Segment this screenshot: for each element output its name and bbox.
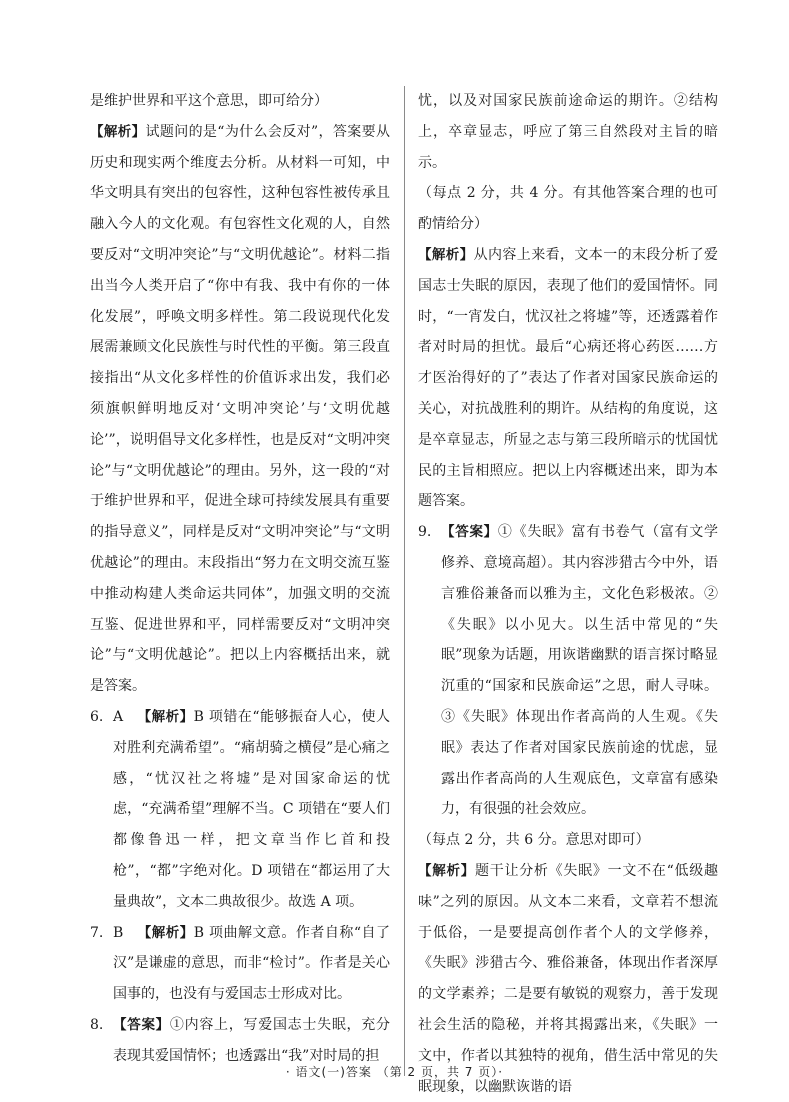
analysis-text: B 项曲解文意。作者自称“自了汉”是谦虚的意思，而非“检讨”。作者是关心国事的，也没有与爱国志士形成对比。 bbox=[113, 924, 390, 1003]
scoring-note: （每点 2 分，共 4 分。有其他答案合理的也可酌情给分） bbox=[418, 185, 718, 233]
continuation-text: 忧，以及对国家民族前途命运的期许。②结构上，卒章显志，呼应了第三自然段对主旨的暗示。 bbox=[418, 93, 718, 171]
left-column bbox=[90, 86, 390, 1072]
analysis-tag: 【解析】 bbox=[90, 123, 146, 140]
page-footer: · 语文(一)答案 （第 2 页，共 7 页）· bbox=[285, 1065, 504, 1079]
question-6 bbox=[90, 702, 390, 918]
analysis-text: 试题问的是“为什么会反对”，答案要从历史和现实两个维度去分析。从材料一可知，中华文明具有突出的包容性，这种包容性被传承且融入今人的文化观。有包容性文化观的人，自然要反对“文明冲突论”与“文明优越论”。材料二指出当今人类开启了“你中有我、我中有你的一体化发展”，呼唤文明多样性。第二段说现代化发展需兼顾文化民族性与时代性的平衡。第三段直接指出“从文化多样性的价值诉求出发，我们必须旗帜鲜明地反对‘文明冲突论’与‘文明优越论’”，说明倡导文化多样性，也是反对“文明冲突论”与“文明优越论”的理由。另外，这一段的“对于维护世界和平，促进全球可持续发展具有重要的指导意义”，同样是反对“文明冲突论”与“文明优越论”的理由。末段指出“努力在文明交流互鉴中推动构建人类命运共同体”，加强文明的交流互鉴、促进世界和平，同样需要反对“文明冲突论”与“文明优越论”。把以上内容概括出来，就是答案。 bbox=[90, 123, 390, 695]
continuation-text: 是维护世界和平这个意思，即可给分） bbox=[90, 93, 328, 109]
question-9 bbox=[418, 517, 718, 825]
analysis-text: 题干让分析《失眠》一文不在“低级趣味”之列的原因。从文本二来看，文章若不想流于低俗，一是要提高创作者个人的文学修养，《失眠》涉猎古今、雅俗兼备，体现出作者深厚的文学素养；二是要有敏锐的观察力，善于发现社会生活的隐秘，并将其揭露出来，《失眠》一文中，作者以其独特的视角，借生活中常见的失眠现象，以幽默诙谐的语 bbox=[418, 862, 718, 1095]
question-number: 6. bbox=[90, 708, 104, 725]
answer-text: ①内容上，写爱国志士失眠，充分表现其爱国情怀；也透露出“我”对时局的担 bbox=[113, 1016, 391, 1064]
analysis-paragraph bbox=[90, 117, 390, 702]
answer-tag: 【答案】 bbox=[113, 1016, 170, 1033]
analysis-tag: 【解析】 bbox=[137, 708, 194, 725]
analysis-tag: 【解析】 bbox=[418, 246, 474, 263]
question-number: 9. bbox=[418, 524, 432, 541]
column-divider bbox=[404, 86, 405, 1076]
analysis-text: 从内容上来看，文本一的末段分析了爱国志士失眠的原因，表现了他们的爱国情怀。同时，“一宵发白，忧汉社之将墟”等，还透露着作者对时局的担忧。最后“心病还将心药医……方才医治得好的了”表达了作者对国家民族命运的关心，对抗战胜利的期许。从结构的角度说，这是卒章显志，所显之志与第三段所暗示的忧国忧民的主旨相照应。把以上内容概述出来，即为本题答案。 bbox=[418, 246, 719, 510]
answer-text: ①《失眠》富有书卷气（富有文学修养、意境高超）。其内容涉猎古今中外，语言雅俗兼备而以雅为主，文化色彩极浓。②《失眠》以小见大。以生活中常见的“失眠”现象为话题，用诙谐幽默的语言探讨略显沉重的“国家和民族命运”之思，耐人寻味。③《失眠》体现出作者高尚的人生观。《失眠》表达了作者对国家民族前途的忧虑，显露出作者高尚的人生观底色，文章富有感染力，有很强的社会效应。 bbox=[441, 524, 719, 818]
scoring-note: （每点 2 分，共 6 分。意思对即可） bbox=[418, 832, 650, 849]
analysis-text: B 项错在“能够振奋人心，使人对胜利充满希望”。“痛胡骑之横侵”是心痛之感，“忧汉社之将墟”是对国家命运的忧虑，“充满希望”理解不当。C 项错在“要人们都像鲁迅一样，把文章当作匕首和投枪”，“都”字绝对化。D 项错在“都运用了大量典故”，文本二典故很少。故选 A 项。 bbox=[113, 708, 390, 910]
question-7 bbox=[90, 918, 390, 1010]
answer-choice: A bbox=[113, 708, 124, 725]
analysis-tag: 【解析】 bbox=[137, 924, 194, 941]
answer-tag: 【答案】 bbox=[441, 524, 498, 541]
analysis-tag: 【解析】 bbox=[418, 862, 475, 879]
right-column bbox=[418, 86, 718, 1102]
answer-choice: B bbox=[113, 924, 124, 941]
analysis-paragraph bbox=[418, 240, 718, 517]
question-number: 7. bbox=[90, 924, 104, 941]
question-number: 8. bbox=[90, 1016, 104, 1033]
